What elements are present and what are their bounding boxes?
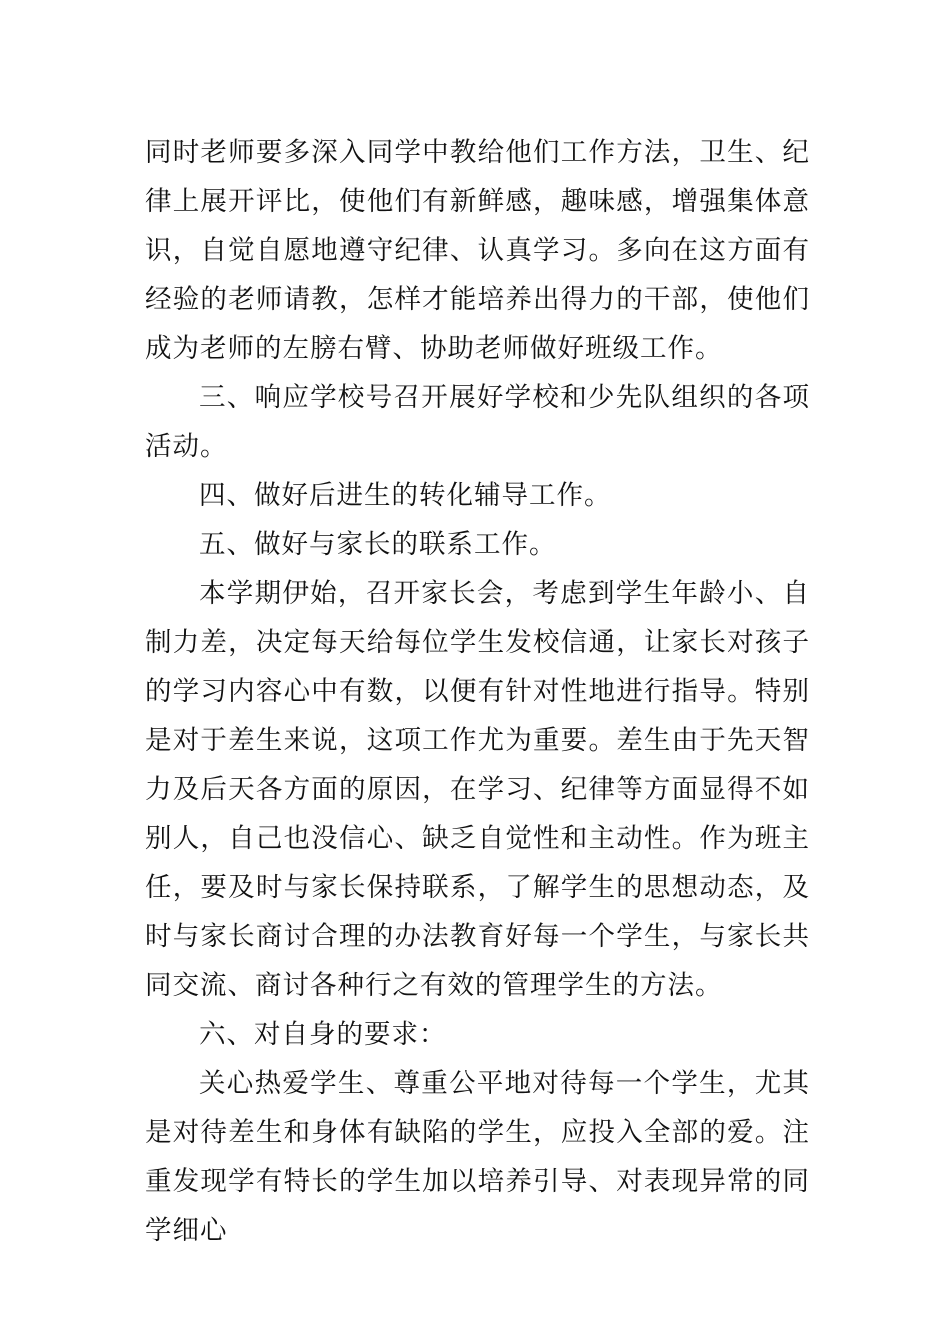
paragraph-self-requirements: 关心热爱学生、尊重公平地对待每一个学生，尤其是对待差生和身体有缺陷的学生，应投入全部的爱。注重发现学有特长的学生加以培养引导、对表现异常的同学细心 xyxy=(145,1068,810,1246)
paragraph-item-three: 三、响应学校号召开展好学校和少先队组织的各项活动。 xyxy=(145,382,810,462)
paragraph-parent-contact: 本学期伊始，召开家长会，考虑到学生年龄小、自制力差，决定每天给每位学生发校信通，让家长对孩子的学习内容心中有数，以便有针对性地进行指导。特别是对于差生来说，这项工作尤为重要。差生由于先天智力及后天各方面的原因，在学习、纪律等方面显得不如别人，自己也没信心、缺乏自觉性和主动性。作为班主任，要及时与家长保持联系，了解学生的思想动态，及时与家长商讨合理的办法教育好每一个学生，与家长共同交流、商讨各种行之有效的管理学生的方法。 xyxy=(145,578,810,1001)
paragraph-continuation: 同时老师要多深入同学中教给他们工作方法，卫生、纪律上展开评比，使他们有新鲜感，趣味感，增强集体意识，自觉自愿地遵守纪律、认真学习。多向在这方面有经验的老师请教，怎样才能培养出得力的干部，使他们成为老师的左膀右臂、协助老师做好班级工作。 xyxy=(145,137,810,364)
paragraph-item-four: 四、做好后进生的转化辅导工作。 xyxy=(199,480,612,511)
paragraph-item-six: 六、对自身的要求： xyxy=(199,1019,447,1050)
paragraph-item-five: 五、做好与家长的联系工作。 xyxy=(199,529,557,560)
document-body xyxy=(145,128,810,1255)
